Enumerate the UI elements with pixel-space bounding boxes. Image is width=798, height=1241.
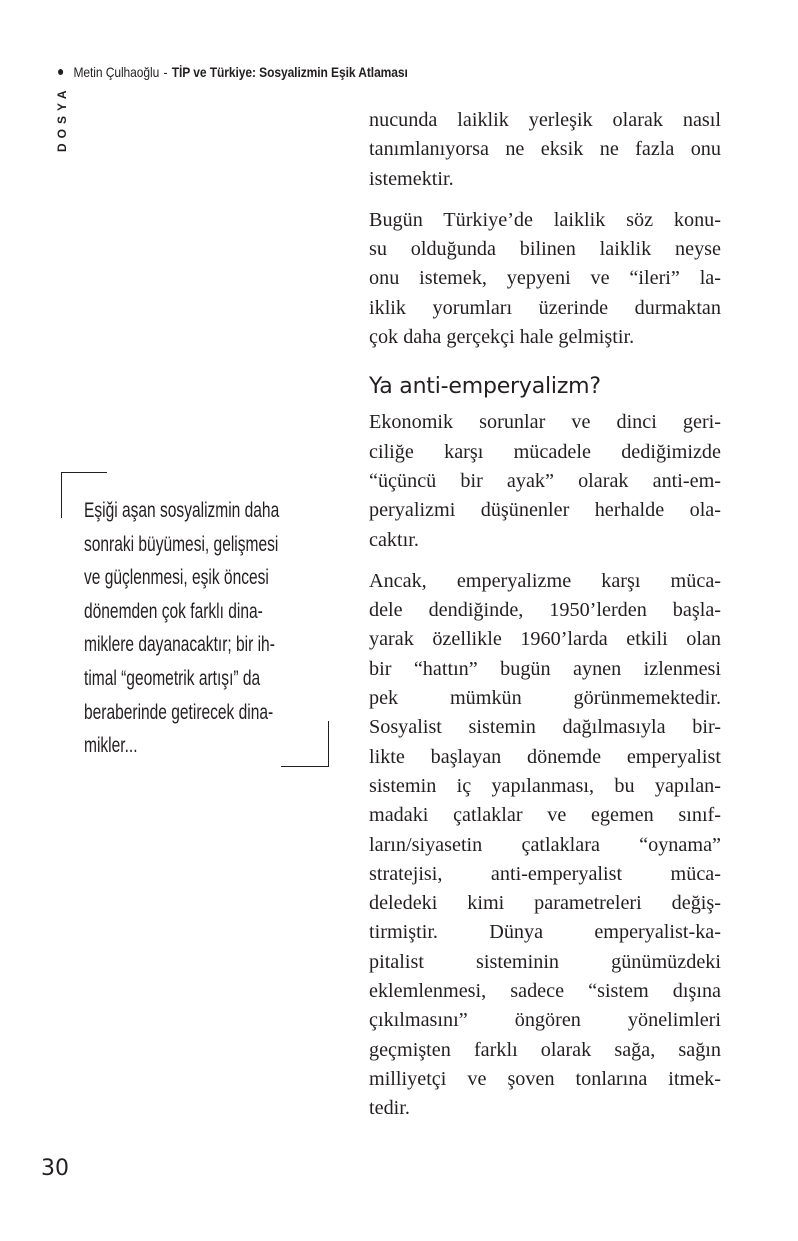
pull-quote-line: mikler...	[84, 734, 138, 758]
text-line: sistemin iç yapılanması, bu yapılan-	[369, 774, 721, 797]
pull-quote-corner-top-left	[61, 472, 62, 518]
running-head-author: Metin Çulhaoğlu	[73, 64, 160, 80]
text-line: dele dendiğinde, 1950’lerden başla-	[369, 599, 721, 622]
text-line: ların/siyasetin çatlaklara “oynama”	[369, 833, 721, 856]
text-line: peryalizmi düşünenler herhalde ola-	[369, 499, 721, 522]
pull-quote-text	[84, 494, 328, 763]
pull-quote-line: timal “geometrik artışı” da	[84, 666, 261, 690]
pull-quote-corner-bottom-right-h	[281, 766, 329, 767]
text-line: istemektir.	[369, 167, 454, 190]
text-line: eklemlenmesi, sadece “sistem dışına	[369, 980, 721, 1003]
pull-quote	[61, 472, 329, 767]
text-line: “üçüncü bir ayak” olarak anti-em-	[369, 469, 721, 492]
text-line: ciliğe karşı mücadele dediğimizde	[369, 440, 721, 463]
text-line: madaki çatlaklar ve egemen sınıf-	[369, 804, 721, 827]
text-line: Ancak, emperyalizme karşı müca-	[369, 569, 721, 592]
bullet-icon	[58, 69, 63, 75]
paragraph	[369, 567, 721, 1124]
text-line: milliyetçi ve şoven tonlarına itmek-	[369, 1067, 721, 1090]
text-line: Sosyalist sistemin dağılmasıyla bir-	[369, 716, 721, 739]
text-line: stratejisi, anti-emperyalist müca-	[369, 862, 721, 885]
pull-quote-line: miklere dayanacaktır; bir ih-	[84, 633, 275, 657]
text-line: yarak özellikle 1960’larda etkili olan	[369, 628, 721, 651]
paragraph	[369, 206, 721, 352]
page-number: 30	[41, 1156, 69, 1181]
text-line: Ekonomik sorunlar ve dinci geri-	[369, 411, 721, 434]
text-line: pek mümkün görünmemektedir.	[369, 687, 721, 710]
text-line: deledeki kimi parametreleri değiş-	[369, 892, 721, 915]
text-line: geçmişten farklı olarak sağa, sağın	[369, 1038, 721, 1061]
text-line: bir “hattın” bugün aynen izlenmesi	[369, 657, 721, 680]
text-line: tedir.	[369, 1097, 410, 1120]
pull-quote-line: beraberinde getirecek dina-	[84, 700, 274, 724]
running-head-title: TİP ve Türkiye: Sosyalizmin Eşik Atlaması	[171, 64, 408, 80]
pull-quote-line: Eşiği aşan sosyalizmin daha	[84, 499, 280, 522]
text-line: onu istemek, yepyeni ve “ileri” la-	[369, 267, 721, 290]
text-line: Bugün Türkiye’de laiklik söz konu-	[369, 208, 721, 231]
section-label: DOSYA	[55, 85, 69, 152]
pull-quote-corner-bottom-right	[328, 721, 329, 767]
text-line: tirmiştir. Dünya emperyalist-ka-	[369, 921, 721, 944]
text-line: tanımlanıyorsa ne eksik ne fazla onu	[369, 138, 721, 161]
text-line: iklik yorumları üzerinde durmaktan	[369, 296, 721, 319]
pull-quote-line: ve güçlenmesi, eşik öncesi	[84, 566, 269, 590]
pull-quote-corner-top-left-h	[61, 472, 107, 473]
text-line: su olduğunda bilinen laiklik neyse	[369, 238, 721, 261]
text-line: likte başlayan dönemde emperyalist	[369, 745, 721, 768]
text-line: pitalist sisteminin günümüzdeki	[369, 950, 721, 973]
text-line: nucunda laiklik yerleşik olarak nasıl	[369, 109, 721, 131]
section-heading: Ya anti-emperyalizm?	[369, 374, 601, 400]
paragraph	[369, 106, 721, 194]
paragraph	[369, 408, 721, 554]
pull-quote-line: sonraki büyümesi, gelişmesi	[84, 532, 279, 556]
body-column	[369, 106, 721, 1136]
text-line: çıkılmasını” öngören yönelimleri	[369, 1009, 721, 1032]
pull-quote-line: dönemden çok farklı dina-	[84, 599, 263, 623]
text-line: caktır.	[369, 528, 419, 551]
text-line: çok daha gerçekçi hale gelmiştir.	[369, 326, 635, 349]
running-head-separator: -	[163, 64, 168, 80]
running-head	[58, 64, 408, 80]
